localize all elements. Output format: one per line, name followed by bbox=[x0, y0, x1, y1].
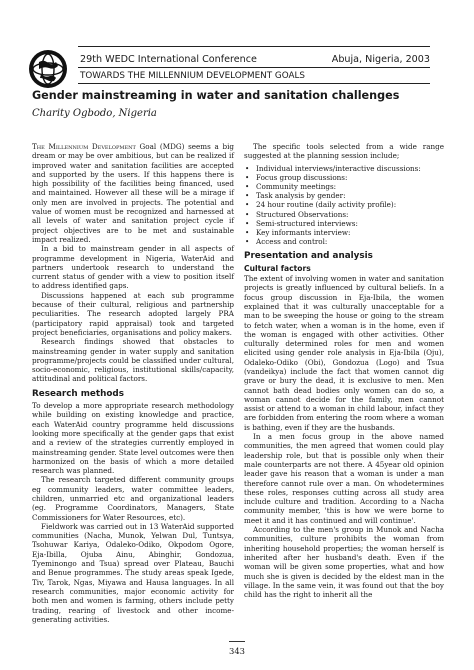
paper-title: Gender mainstreaming in water and sanitation challenges bbox=[32, 89, 400, 102]
conference-name: 29th WEDC International Conference bbox=[80, 54, 257, 65]
left-column bbox=[32, 142, 234, 624]
conference-location: Abuja, Nigeria, 2003 bbox=[331, 54, 430, 65]
header-middle-rule bbox=[78, 67, 430, 68]
cultural-paragraph-3: According to the men's group in Munok and Nacha communities, culture prohibits the woman from inheriting household properties; the woman herself is inherited after her husband's death. Even if the woman will be given some properties, what and how much she is given is decided by the eldest man in the village. In the same vein, it was found out that the boy child has the right to inherit all the bbox=[244, 525, 444, 600]
header-bottom-rule bbox=[78, 83, 430, 84]
list-item: • Focus group discussions: bbox=[244, 173, 444, 182]
list-item: • Access and control: bbox=[244, 237, 444, 246]
list-item: • 24 hour routine (daily activity profile): bbox=[244, 200, 444, 209]
cultural-paragraph-2: In a men focus group in the above named communities, the men agreed that women could play leadership role, but that is possible only when their male counterparts are not there. A 45year old opinion leader gave his reason that a woman is under a man therefore cannot rule over a man. On whodetermines these roles, responses cutting across all study area include culture and tradition. According to a Nacha community member, 'this is how we were borne to meet it and it has continued and will continue'. bbox=[244, 432, 444, 525]
tools-intro: The specific tools selected from a wide range suggested at the planning session include; bbox=[244, 142, 444, 161]
tools-list bbox=[244, 164, 444, 247]
intro-lead: The Millennium Development bbox=[32, 142, 136, 151]
research-methods-heading: Research methods bbox=[32, 388, 124, 399]
wedc-globe-logo bbox=[27, 48, 69, 90]
cultural-factors-heading: Cultural factors bbox=[244, 263, 311, 273]
paragraph-4: Research findings showed that obstacles to mainstreaming gender in water supply and sanitation programme/projects could be classified under cultural, socio-economic, religious, institutional skills/capacity, attitudinal and political factors. bbox=[32, 337, 234, 384]
intro-rest: Goal (MDG) seems a big dream or may be over ambitious, but can be realized if improved water and sanitation facilities are accepted and supported by the users. If this happens there is high possibility of the facilities being financed, used and maintained. However all these will be a mirage if only men are involved in projects. The potential and value of women must be recognized and harnessed at all levels of water and sanitation project cycle if project objectives are to be met and sustainable impact realized. bbox=[32, 142, 234, 244]
paragraph-6: The research targeted different community groups eg community leaders, water committee leaders, children, unmarried etc and organizational leaders (eg. Programme Coordinators, Managers, State Commissioners for Water Resources, etc). bbox=[32, 475, 234, 522]
paper-author: Charity Ogbodo, Nigeria bbox=[32, 108, 157, 119]
conference-theme: TOWARDS THE MILLENNIUM DEVELOPMENT GOALS bbox=[80, 71, 305, 81]
intro-paragraph bbox=[32, 142, 234, 244]
right-column bbox=[244, 142, 444, 599]
list-item: • Task analysis by gender: bbox=[244, 191, 444, 200]
presentation-heading: Presentation and analysis bbox=[244, 251, 373, 262]
list-item: • Individual interviews/interactive discussions: bbox=[244, 164, 444, 173]
list-item: • Community meetings: bbox=[244, 182, 444, 191]
list-item: • Structured Observations: bbox=[244, 210, 444, 219]
list-item: • Semi-structured interviews: bbox=[244, 219, 444, 228]
cultural-paragraph-1: The extent of involving women in water and sanitation projects is greatly influenced by cultural beliefs. In a focus group discussion in Eja-Ibila, the women explained that it was culturally unacceptable for a man to be sweeping the house or going to the stream to fetch water, when a woman is in the home, even if the woman is engaged with other activities. Other culturally determined roles for men and women elicited using gender role analysis in Eja-Ibila (Oju), Odaleko-Odiko (Obi), Gondozua (Logo) and Tsua (vandeikya) include the fact that women cannot dig grave or bury the dead, it is exclusive to men. Men cannot bath dead bodies only women can do so, a woman cannot decide for the family, men cannot assist or attend to a woman in child labour, infact they are forbidden from entering the room where a woman is bathing, even if they are the husbands. bbox=[244, 274, 444, 432]
page-number: 343 bbox=[229, 646, 245, 656]
paragraph-2: In a bid to mainstream gender in all aspects of programme development in Nigeria, WaterAid and partners undertook research to understand the current status of gender with a view to position itself to address identified gaps. bbox=[32, 244, 234, 291]
paragraph-3: Discussions happened at each sub programme because of their cultural, religious and partnership peculiarities. The research adopted largely PRA (participatory rapid appraisal) took and targeted project beneficiaries, organisations and policy makers. bbox=[32, 290, 234, 337]
footer-rule bbox=[229, 641, 245, 642]
list-item: • Key informants interview: bbox=[244, 228, 444, 237]
paragraph-7: Fieldwork was carried out in 13 WaterAid supported communities (Nacha, Munok, Yelwan Dul, Tuntsya, Tsohuwar Kariya, Odaleko-Odiko, Okpodom Ogore, Eja-Ibilla, Ojuba Ainu, Abinghir, Gondozua, Tyeminongo and Tsua) spread over Plateau, Bauchi and Benue programmes. The study areas speak Igede, Tiv, Tarok, Ngas, Miyawa and Hausa languages. In all research communities, major economic activity for both men and women is farming, others include petty trading, rearing of livestock and other income-generating activities. bbox=[32, 521, 234, 624]
paragraph-5: To develop a more appropriate research methodology while building on existing knowledge and practice, each WaterAid country programme held discussions looking more specifically at the gender gaps that exist and a review of the strategies currently employed in mainstreaming gender. State level outcomes were then harmonized on the basis of which a more detailed research was planned. bbox=[32, 401, 234, 476]
header-top-rule bbox=[78, 46, 430, 47]
